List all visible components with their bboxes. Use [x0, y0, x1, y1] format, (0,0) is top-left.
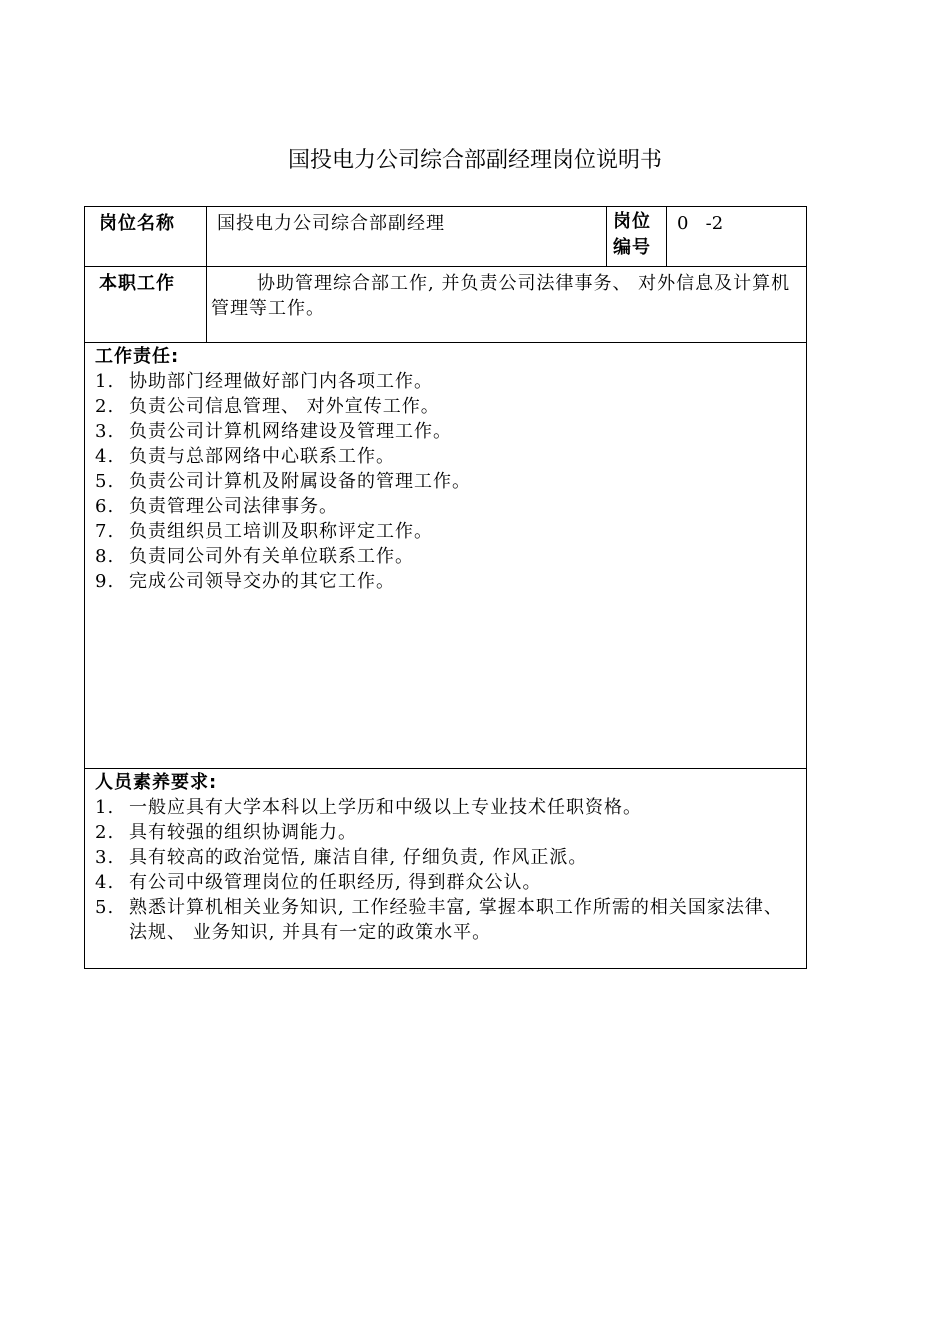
requirement-item [95, 870, 798, 895]
requirements-row [85, 769, 807, 969]
item-number: 1. [95, 797, 115, 818]
requirement-item [95, 845, 798, 870]
requirements-section [85, 769, 807, 969]
item-number: 3. [95, 847, 115, 868]
item-text: 熟悉计算机相关业务知识, 工作经验丰富, 掌握本职工作所需的相关国家法律、 法规、 业务知识, 并具有一定的政策水平。 [129, 897, 783, 943]
responsibility-item [95, 519, 798, 544]
position-name-value: 国投电力公司综合部副经理 [207, 207, 607, 267]
responsibility-item [95, 494, 798, 519]
item-number: 8. [95, 546, 115, 567]
item-number: 4. [95, 872, 115, 893]
responsibility-item [95, 419, 798, 444]
item-text: 负责同公司外有关单位联系工作。 [129, 546, 414, 567]
responsibilities-row [85, 343, 807, 769]
position-info-row [85, 207, 807, 267]
item-number: 4. [95, 446, 115, 467]
responsibilities-section [85, 343, 807, 769]
item-text: 负责与总部网络中心联系工作。 [129, 446, 395, 467]
item-text: 负责管理公司法律事务。 [129, 496, 338, 517]
position-code-label [607, 207, 667, 267]
item-number: 1. [95, 371, 115, 392]
job-summary-row [85, 267, 807, 343]
item-number: 5. [95, 897, 115, 918]
responsibility-item [95, 369, 798, 394]
requirements-heading: 人员素养要求: [95, 772, 218, 793]
item-text: 负责公司计算机网络建设及管理工作。 [129, 421, 452, 442]
item-number: 9. [95, 571, 115, 592]
item-number: 2. [95, 396, 115, 417]
item-text: 协助部门经理做好部门内各项工作。 [129, 371, 433, 392]
item-text: 负责组织员工培训及职称评定工作。 [129, 521, 433, 542]
item-text: 一般应具有大学本科以上学历和中级以上专业技术任职资格。 [129, 797, 642, 818]
item-text: 有公司中级管理岗位的任职经历, 得到群众公认。 [129, 872, 542, 893]
requirements-list [95, 795, 798, 945]
item-text: 具有较高的政治觉悟, 廉洁自律, 仔细负责, 作风正派。 [129, 847, 588, 868]
responsibility-item [95, 569, 798, 594]
job-description-table [84, 206, 807, 969]
requirement-item [95, 895, 798, 945]
item-text: 负责公司信息管理、 对外宣传工作。 [129, 396, 440, 417]
responsibilities-list [95, 369, 798, 594]
job-summary-cell [207, 267, 807, 343]
responsibilities-heading: 工作责任: [95, 346, 180, 367]
position-name-label: 岗位名称 [85, 207, 207, 267]
item-number: 5. [95, 471, 115, 492]
job-summary-text: 协助管理综合部工作, 并负责公司法律事务、 对外信息及计算机管理等工作。 [211, 273, 791, 319]
item-text: 完成公司领导交办的其它工作。 [129, 571, 395, 592]
item-text: 具有较强的组织协调能力。 [129, 822, 357, 843]
position-code-label-line2: 编号 [613, 237, 651, 258]
item-number: 6. [95, 496, 115, 517]
item-number: 2. [95, 822, 115, 843]
item-number: 3. [95, 421, 115, 442]
job-summary-label: 本职工作 [85, 267, 207, 343]
requirement-item [95, 820, 798, 845]
responsibility-item [95, 544, 798, 569]
position-code-label-line1: 岗位 [613, 211, 651, 232]
item-text: 负责公司计算机及附属设备的管理工作。 [129, 471, 471, 492]
item-number: 7. [95, 521, 115, 542]
position-code-value: 0 -2 [667, 207, 807, 267]
responsibility-item [95, 469, 798, 494]
responsibility-item [95, 394, 798, 419]
requirement-item [95, 795, 798, 820]
responsibility-item [95, 444, 798, 469]
document-title: 国投电力公司综合部副经理岗位说明书 [287, 148, 662, 173]
